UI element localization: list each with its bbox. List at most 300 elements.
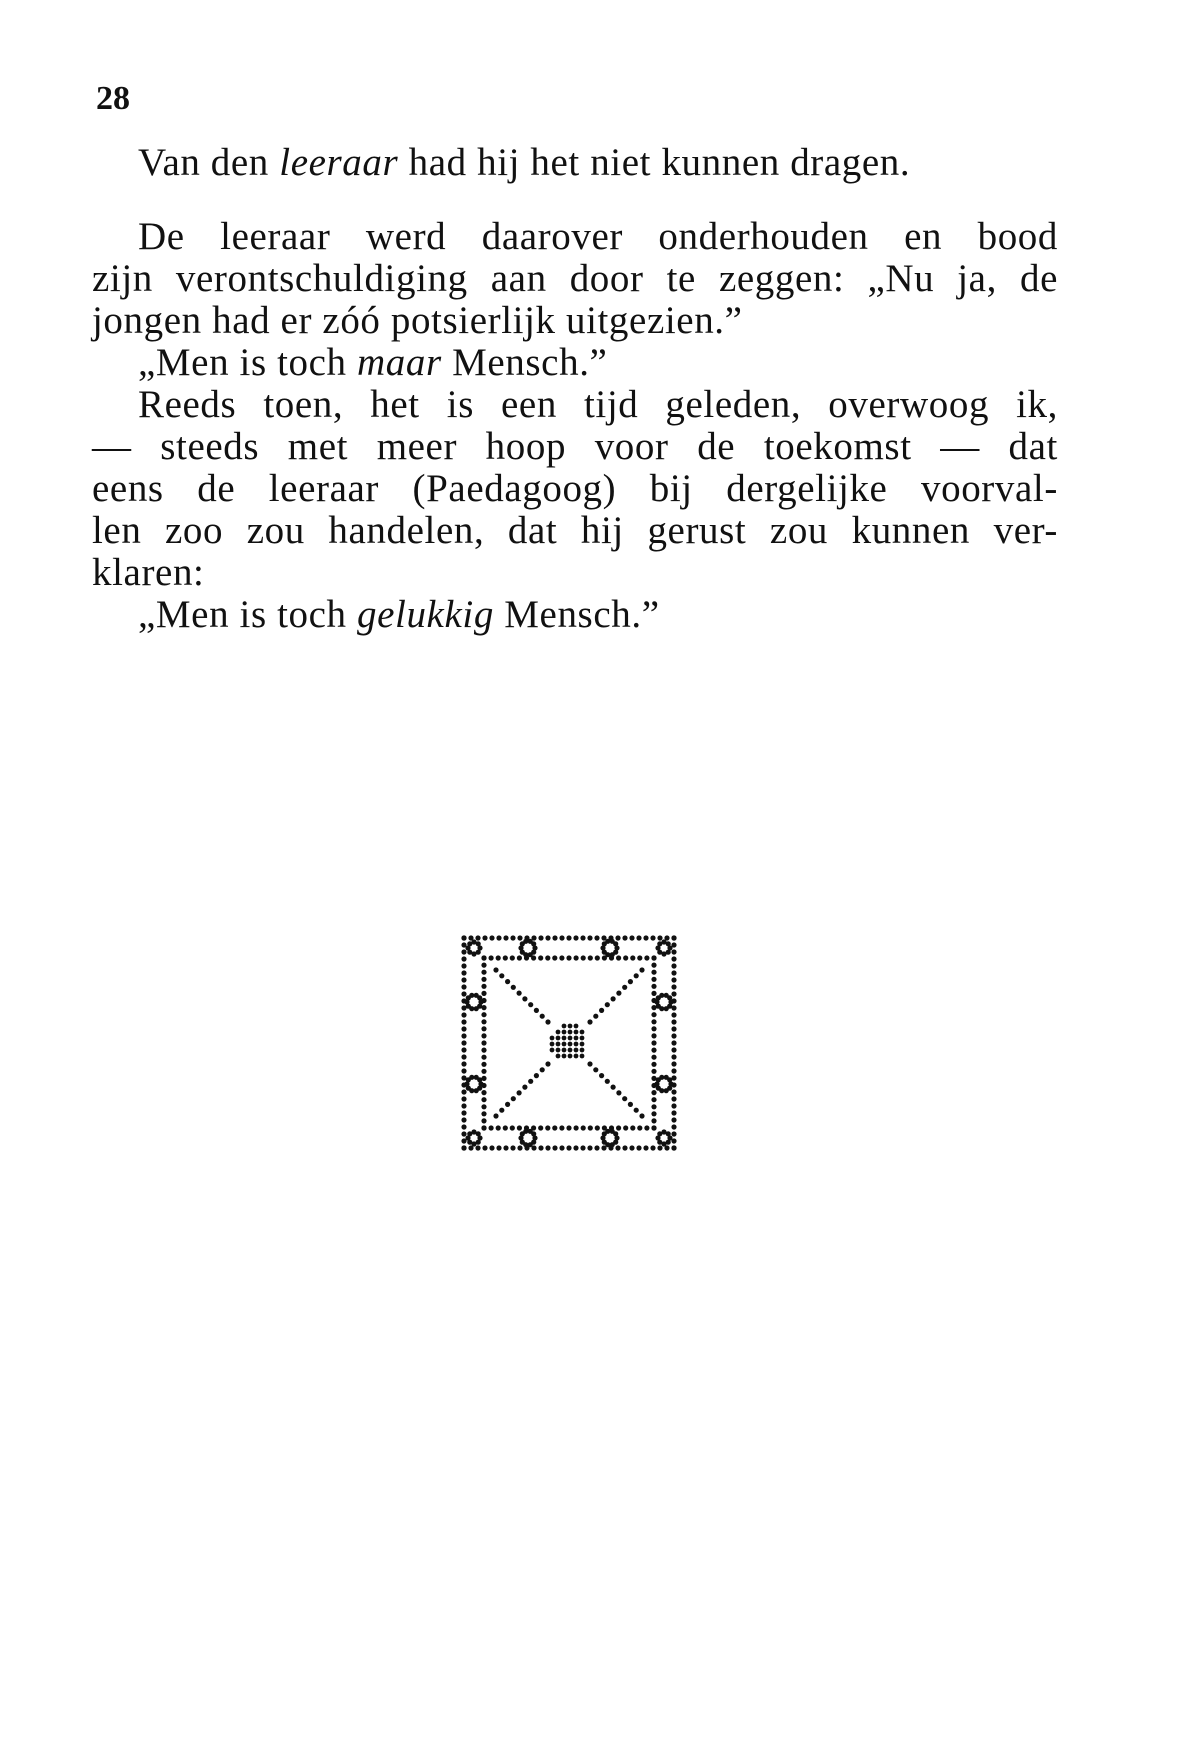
ornament-dot <box>493 1113 498 1118</box>
ornament-dot <box>499 973 504 978</box>
ornament-dot <box>651 977 656 982</box>
body-text <box>92 142 1058 636</box>
ornament-dot <box>651 1019 656 1024</box>
ornament-dot <box>481 1019 486 1024</box>
ornament-dot <box>651 1090 656 1095</box>
ornament-dot <box>593 1067 598 1072</box>
ornament-dot <box>650 1145 655 1150</box>
ornament-dot <box>671 1124 676 1129</box>
word: onderhouden <box>658 215 869 258</box>
ornament-dot <box>636 935 641 940</box>
ornament-dot <box>522 996 527 1001</box>
ornament-dot <box>580 1036 585 1041</box>
ornament-dot <box>587 1061 592 1066</box>
ornament-dot <box>581 955 586 960</box>
ornament-dot <box>482 935 487 940</box>
ornament-dot <box>651 1104 656 1109</box>
ornament-dot <box>503 1125 508 1130</box>
ornament-dot <box>651 955 656 960</box>
ornament-dot <box>587 1145 592 1150</box>
ornament-dot <box>651 970 656 975</box>
ornament-dot <box>651 1040 656 1045</box>
ornament-dot <box>616 1090 621 1095</box>
ornament-dot <box>481 955 486 960</box>
ornament-dot <box>644 1125 649 1130</box>
ornament-dot <box>545 1061 550 1066</box>
ornament-dot <box>630 1125 635 1130</box>
ornament-dot <box>510 935 515 940</box>
ornament-dot <box>461 963 466 968</box>
ornament-dot <box>481 1040 486 1045</box>
ornament-dot <box>496 1145 501 1150</box>
ornament-dot <box>481 1090 486 1095</box>
ornament-dot <box>528 1002 533 1007</box>
word: tijd <box>583 383 639 426</box>
word: de <box>197 467 236 510</box>
ornament-dot <box>651 1055 656 1060</box>
ornament-dot <box>559 1125 564 1130</box>
word: werd <box>365 215 447 258</box>
ornament-dot <box>522 1085 527 1090</box>
ornament-dot <box>639 1113 644 1118</box>
ornament-dot <box>461 1068 466 1073</box>
ornament-dot <box>581 1125 586 1130</box>
ornament-dot <box>481 1118 486 1123</box>
word: door <box>569 257 644 300</box>
ornament-dot <box>528 1079 533 1084</box>
word: het <box>370 383 420 426</box>
emphasis-gelukkig: gelukkig <box>357 593 494 636</box>
ornament-dot <box>461 1145 466 1150</box>
ornament-dot <box>550 1042 555 1047</box>
ornament-dot <box>671 1145 676 1150</box>
quote-line-1 <box>92 342 1058 384</box>
ornament-dot <box>505 979 510 984</box>
ornament-dot <box>481 1097 486 1102</box>
ornament-dot <box>615 935 620 940</box>
word: voorval- <box>921 467 1058 510</box>
ornament-dot <box>616 991 621 996</box>
ornament-dot <box>671 1131 676 1136</box>
ornament-dot <box>650 935 655 940</box>
paragraph-2-line-3: jongen had er zóó potsierlijk uitgezien.” <box>92 299 743 342</box>
ornament-dot <box>461 1124 466 1129</box>
ornament-dot <box>628 979 633 984</box>
ornament-dot <box>628 1102 633 1107</box>
emphasis-leeraar: leeraar <box>279 141 399 184</box>
ornament-dot <box>545 1019 550 1024</box>
ornament-dot <box>639 967 644 972</box>
word: geleden, <box>665 383 802 426</box>
ornament-dot <box>671 1054 676 1059</box>
emphasis-maar: maar <box>357 341 442 384</box>
ornament-dot <box>599 1073 604 1078</box>
ornament-dot <box>559 935 564 940</box>
ornament-dot <box>616 1125 621 1130</box>
paragraph-4-line-1 <box>92 384 1058 426</box>
word: de <box>1019 257 1058 300</box>
ornament-dot <box>461 949 466 954</box>
ornament-dot <box>489 935 494 940</box>
ornament-dot <box>568 1030 573 1035</box>
ornament-dot <box>556 1036 561 1041</box>
ornament-dot <box>651 1125 656 1130</box>
ornament-dot <box>481 977 486 982</box>
ornament-dot <box>643 1145 648 1150</box>
ornament-dot <box>489 955 494 960</box>
ornament-dot <box>580 935 585 940</box>
ornament-dot <box>622 985 627 990</box>
ornament-dot <box>637 1125 642 1130</box>
ornament-dot <box>671 1047 676 1052</box>
ornament-dot <box>611 1085 616 1090</box>
word: met <box>287 425 349 468</box>
ornament-dot <box>671 977 676 982</box>
word: daarover <box>481 215 623 258</box>
ornament-dot <box>517 935 522 940</box>
paragraph-line-1 <box>92 142 1058 184</box>
ornament-dot <box>552 955 557 960</box>
ornament-dot <box>559 955 564 960</box>
ornament-dot <box>503 955 508 960</box>
ornament-dot <box>556 1030 561 1035</box>
ornament-dot <box>540 1014 545 1019</box>
word: de <box>697 425 736 468</box>
ornament-dot <box>511 985 516 990</box>
ornament-dot <box>671 1026 676 1031</box>
ornament-dot <box>615 1145 620 1150</box>
ornament-dot <box>651 963 656 968</box>
paragraph-gap <box>92 184 1058 216</box>
ornament-dot <box>568 1054 573 1059</box>
word: is <box>446 383 474 426</box>
ornament-dot <box>651 1033 656 1038</box>
ornament-dot <box>651 1026 656 1031</box>
ornament-dot <box>671 935 676 940</box>
ornament-dot <box>587 935 592 940</box>
word: zeggen: <box>718 257 845 300</box>
word: zijn <box>92 257 153 300</box>
ornament-dot <box>505 1102 510 1107</box>
word: meer <box>376 425 458 468</box>
ornament-dot <box>671 1012 676 1017</box>
ornament-dot <box>657 935 662 940</box>
ornament-dot <box>461 1040 466 1045</box>
ornament-dot <box>562 1030 567 1035</box>
ornament-dot <box>545 1145 550 1150</box>
quote-line-2 <box>92 594 1058 636</box>
ornament-dot <box>481 970 486 975</box>
ornament-dot <box>538 955 543 960</box>
word: bij <box>649 467 693 510</box>
ornament-dot <box>461 1026 466 1031</box>
word: ver- <box>993 509 1058 552</box>
ornament-dot <box>476 941 481 946</box>
ornament-dot <box>636 1145 641 1150</box>
ornament-dot <box>550 1048 555 1053</box>
ornament-dot <box>666 1131 671 1136</box>
ornament-dot <box>605 1079 610 1084</box>
word: dat <box>507 509 558 552</box>
ornament-dot <box>517 1090 522 1095</box>
ornament-dot <box>643 935 648 940</box>
ornament-dot <box>573 1145 578 1150</box>
ornament-dot <box>588 1125 593 1130</box>
ornament-dot <box>671 991 676 996</box>
word: een <box>501 383 557 426</box>
text-run: „Men is toch <box>138 593 358 636</box>
ornament-dot <box>481 1012 486 1017</box>
ornament-dot <box>461 1019 466 1024</box>
ornament-dot <box>651 1118 656 1123</box>
word: hoop <box>485 425 567 468</box>
ornament-dot <box>651 991 656 996</box>
ornament-dot <box>461 1103 466 1108</box>
ornament-dot <box>623 955 628 960</box>
ornament-dot <box>534 1073 539 1078</box>
ornament-dot <box>481 1069 486 1074</box>
text-run: Mensch.” <box>493 593 660 636</box>
ornament-dot <box>517 991 522 996</box>
ornament-dot <box>461 1061 466 1066</box>
ornament-dot <box>489 1125 494 1130</box>
ornament-dot <box>671 1089 676 1094</box>
ornament-dot <box>475 935 480 940</box>
word: verontschuldiging <box>175 257 468 300</box>
ornament-dot <box>667 1077 672 1082</box>
ornament-dot <box>671 1096 676 1101</box>
ornament-dot <box>556 1042 561 1047</box>
ornament-dot <box>552 1125 557 1130</box>
page-number: 28 <box>96 80 130 117</box>
ornament-dot <box>630 955 635 960</box>
ornament-dot <box>496 955 501 960</box>
ornament-dot <box>651 1111 656 1116</box>
text-run: Mensch.” <box>441 341 608 384</box>
word: gerust <box>647 509 747 552</box>
word: bood <box>977 215 1058 258</box>
ornament-dot <box>566 935 571 940</box>
ornament-dot <box>666 941 671 946</box>
word: „Nu <box>867 257 935 300</box>
ornament-dot <box>651 1069 656 1074</box>
ornament-dot <box>531 1131 536 1136</box>
ornament-dots <box>461 935 676 1150</box>
ornament-dot <box>671 963 676 968</box>
ornament-dot <box>475 1145 480 1150</box>
word: toen, <box>263 383 344 426</box>
ornament-dot <box>477 995 482 1000</box>
ornament-dot <box>461 1047 466 1052</box>
paragraph-2-line-2 <box>92 258 1058 300</box>
ornament-dot <box>510 955 515 960</box>
ornament-dot <box>461 935 466 940</box>
word: voor <box>594 425 669 468</box>
ornament-dot <box>540 1067 545 1072</box>
word: — <box>940 425 980 468</box>
ornament-dot <box>671 1040 676 1045</box>
ornament-dot <box>461 1054 466 1059</box>
ornament-dot <box>580 1145 585 1150</box>
ornament-dot <box>566 1125 571 1130</box>
ornament-dot <box>566 1145 571 1150</box>
ornament-dot <box>534 1008 539 1013</box>
ornament-dot <box>562 1036 567 1041</box>
word: eens <box>92 467 164 510</box>
ornament-dot <box>517 1145 522 1150</box>
ornament-dot <box>511 1096 516 1101</box>
ornament-dot <box>634 973 639 978</box>
ornament-dot <box>634 1108 639 1113</box>
ornament-dot <box>573 935 578 940</box>
text-run: had hij het niet kunnen dragen. <box>398 141 911 184</box>
ornament-dot <box>461 977 466 982</box>
ornament-dot <box>588 955 593 960</box>
ornament-dot <box>574 1042 579 1047</box>
ornament-dot <box>510 1145 515 1150</box>
ornament-dot <box>651 1048 656 1053</box>
paragraph-2-line-1 <box>92 216 1058 258</box>
ornament-dot <box>496 1125 501 1130</box>
ornament-dot <box>559 1145 564 1150</box>
ornament-dot <box>594 935 599 940</box>
ornament-dot <box>538 1145 543 1150</box>
ornament-dot <box>562 1024 567 1029</box>
ornament-dot <box>629 935 634 940</box>
ornament-dot <box>552 935 557 940</box>
dotted-square-cross-ornament-icon <box>458 932 680 1154</box>
ornament-dot <box>580 1048 585 1053</box>
ornament-dot <box>622 1145 627 1150</box>
ornament-dot <box>566 955 571 960</box>
ornament-dot <box>562 1048 567 1053</box>
ornament-dot <box>651 1062 656 1067</box>
ornament-dot <box>481 1055 486 1060</box>
ornament-dot <box>605 1002 610 1007</box>
ornament-dot <box>613 941 618 946</box>
ornament-dot <box>651 1097 656 1102</box>
ornament-dot <box>611 996 616 1001</box>
word: — <box>92 425 132 468</box>
word: dat <box>1008 425 1058 468</box>
ornament-dot <box>481 1048 486 1053</box>
word: De <box>138 215 185 258</box>
word: aan <box>490 257 547 300</box>
ornament-dot <box>622 1096 627 1101</box>
word: hij <box>580 509 624 552</box>
ornament-dot <box>461 991 466 996</box>
word: overwoog <box>828 383 990 426</box>
ornament-dot <box>477 1077 482 1082</box>
ornament-dot <box>671 956 676 961</box>
ornament-dot <box>651 1012 656 1017</box>
word: steeds <box>160 425 260 468</box>
ornament-dot <box>568 1048 573 1053</box>
ornament-dot <box>580 1054 585 1059</box>
ornament-dot <box>481 984 486 989</box>
paragraph-4-line-4 <box>92 510 1058 552</box>
ornament-dot <box>671 984 676 989</box>
ornament-dot <box>623 1125 628 1130</box>
ornament-dot <box>574 955 579 960</box>
ornament-dot <box>461 1012 466 1017</box>
word: Reeds <box>138 383 237 426</box>
ornament-dot <box>481 1125 486 1130</box>
word: len <box>92 509 142 552</box>
word: leeraar <box>220 215 331 258</box>
paragraph-4-line-3 <box>92 468 1058 510</box>
ornament-dot <box>651 984 656 989</box>
word: zou <box>246 509 305 552</box>
ornament-dot <box>574 1125 579 1130</box>
ornament-dot <box>574 1024 579 1029</box>
ornament-dot <box>517 1125 522 1130</box>
ornament-dot <box>613 1131 618 1136</box>
ornament-dot <box>595 1125 600 1130</box>
ornament-dot <box>580 1042 585 1047</box>
ornament-dot <box>489 1145 494 1150</box>
word: ik, <box>1016 383 1058 426</box>
ornament-dot <box>622 935 627 940</box>
ornament-dot <box>499 1108 504 1113</box>
ornament-dot <box>671 1019 676 1024</box>
ornament-dot <box>671 1061 676 1066</box>
ornament-dot <box>595 955 600 960</box>
ornament-dot <box>644 955 649 960</box>
ornament-dot <box>574 1030 579 1035</box>
ornament-dot <box>503 935 508 940</box>
ornament-dot <box>538 935 543 940</box>
ornament-dot <box>461 1117 466 1122</box>
ornament-dot <box>481 1026 486 1031</box>
ornament-dot <box>531 941 536 946</box>
ornament-dot <box>562 1054 567 1059</box>
ornament-dot <box>461 1110 466 1115</box>
ornament-dot <box>552 1145 557 1150</box>
ornament-dot <box>671 1103 676 1108</box>
ornament-dot <box>461 956 466 961</box>
ornament-dot <box>671 1033 676 1038</box>
word: kunnen <box>851 509 971 552</box>
ornament-dot <box>493 967 498 972</box>
ornament-dot <box>671 1068 676 1073</box>
ornament-dot <box>481 1111 486 1116</box>
ornament-dot <box>562 1042 567 1047</box>
text-run: Van den <box>138 141 280 184</box>
ornament-dot <box>671 949 676 954</box>
word: handelen, <box>328 509 485 552</box>
ornament-dot <box>587 1019 592 1024</box>
word: ja, <box>957 257 997 300</box>
paragraph-4-line-2 <box>92 426 1058 468</box>
word: zoo <box>165 509 224 552</box>
ornament-dot <box>481 963 486 968</box>
ornament-dot <box>556 1048 561 1053</box>
paragraph-4-line-5: klaren: <box>92 551 205 594</box>
ornament-dot <box>594 1145 599 1150</box>
ornament-dot <box>616 955 621 960</box>
ornament-dot <box>476 1131 481 1136</box>
ornament-dot <box>671 1110 676 1115</box>
ornament-dot <box>593 1014 598 1019</box>
ornament-dot <box>503 1145 508 1150</box>
ornament-dot <box>580 1030 585 1035</box>
word: en <box>904 215 943 258</box>
ornament-dot <box>599 1008 604 1013</box>
ornament-dot <box>545 935 550 940</box>
ornament-dot <box>481 991 486 996</box>
word: zou <box>769 509 829 552</box>
